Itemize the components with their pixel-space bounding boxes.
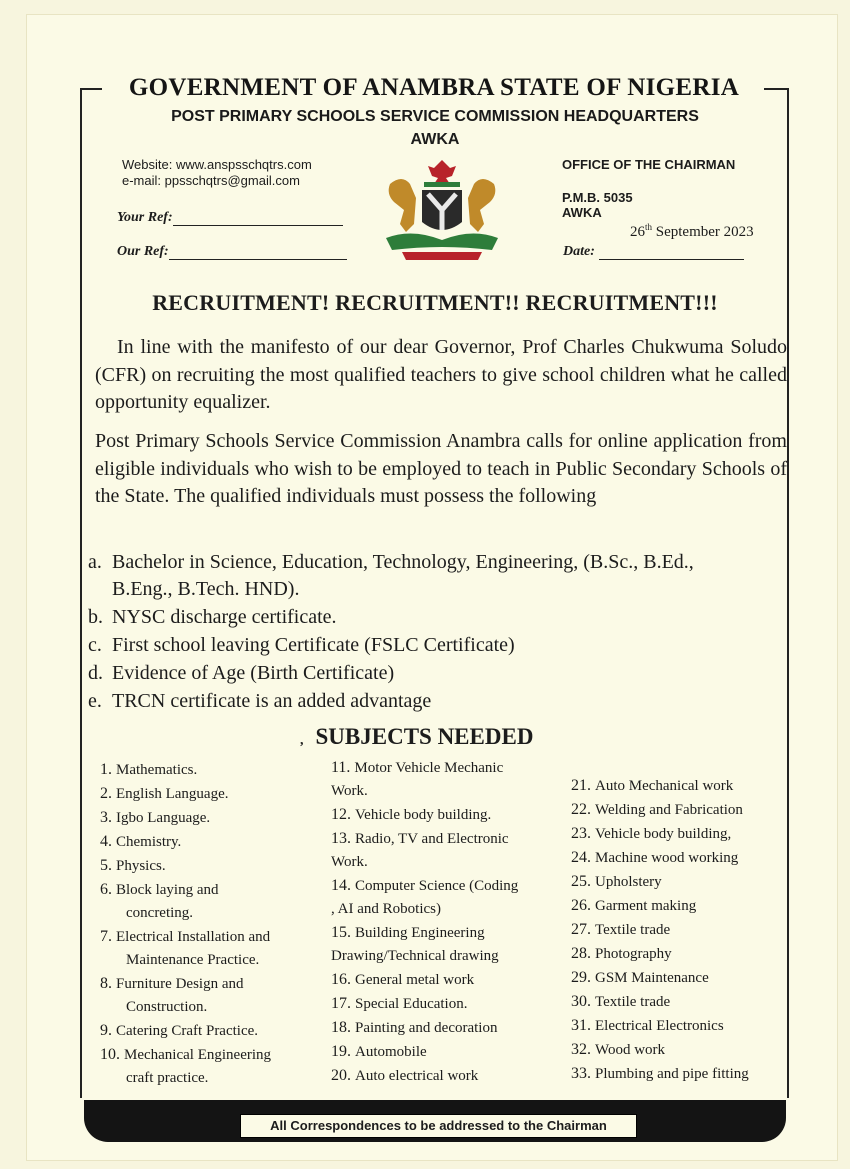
- subject-item: 1. Mathematics.: [100, 761, 198, 778]
- subject-item: 14. Computer Science (Coding , AI and Robotics): [331, 877, 519, 917]
- requirement-item: a. Bachelor in Science, Education, Technology, Engineering, (B.Sc., B.Ed., B.Eng., B.Tech. HND).: [88, 551, 694, 600]
- requirement-item: d. Evidence of Age (Birth Certificate): [88, 662, 395, 684]
- subject-item: 30. Textile trade: [571, 993, 671, 1010]
- subject-item: 4. Chemistry.: [100, 833, 182, 850]
- subject-item: 12. Vehicle body building.: [331, 806, 492, 823]
- office-label: OFFICE OF THE CHAIRMAN: [562, 157, 736, 172]
- call-paragraph: Post Primary Schools Service Commission Anambra calls for online application from eligible individuals who wish to be employed to teach in Public Secondary Schools of the State. The qualified individuals must possess the following: [95, 430, 787, 507]
- subject-item: 5. Physics.: [100, 857, 166, 874]
- subject-item: 27. Textile trade: [571, 921, 671, 938]
- pmb-city: AWKA: [562, 205, 602, 220]
- letter-date: 26th September 2023: [630, 222, 754, 240]
- subject-item: 28. Photography: [571, 945, 672, 962]
- subject-item: 22. Welding and Fabrication: [571, 801, 743, 818]
- our-ref-field: [117, 244, 347, 260]
- subject-item: 26. Garment making: [571, 897, 697, 914]
- website-text: Website: www.anspsschqtrs.com: [122, 157, 312, 172]
- date-field: [563, 244, 744, 260]
- subject-item: 16. General metal work: [331, 971, 475, 988]
- subject-item: 19. Automobile: [331, 1043, 427, 1060]
- our-ref-label: Our Ref:: [117, 244, 169, 259]
- letterhead-city: AWKA: [410, 131, 460, 148]
- subject-item: 21. Auto Mechanical work: [571, 777, 734, 794]
- requirement-item: c. First school leaving Certificate (FSLC Certificate): [88, 634, 515, 656]
- subject-item: 32. Wood work: [571, 1041, 666, 1058]
- letterhead-subtitle: POST PRIMARY SCHOOLS SERVICE COMMISSION HEADQUARTERS: [171, 108, 699, 125]
- our-ref-line: [169, 246, 347, 260]
- subject-item: 24. Machine wood working: [571, 849, 739, 866]
- subject-item: 10. Mechanical Engineering craft practice.: [100, 1046, 272, 1086]
- subject-item: 13. Radio, TV and Electronic Work.: [331, 830, 509, 870]
- subjects-column-1: [100, 758, 315, 1090]
- letterhead-title: GOVERNMENT OF ANAMBRA STATE OF NIGERIA: [128, 74, 740, 101]
- subjects-column-3: [571, 774, 786, 1086]
- subject-item: 25. Upholstery: [571, 873, 662, 890]
- subject-item: 29. GSM Maintenance: [571, 969, 709, 986]
- your-ref-field: [117, 210, 343, 226]
- subjects-column-2: [331, 756, 561, 1088]
- subjects-heading: , SUBJECTS NEEDED: [300, 724, 534, 749]
- date-label: Date:: [563, 244, 595, 259]
- recruitment-headline: RECRUITMENT! RECRUITMENT!! RECRUITMENT!!!: [152, 290, 718, 315]
- header-rule-right: [764, 88, 788, 90]
- subject-item: 3. Igbo Language.: [100, 809, 211, 826]
- intro-paragraph: In line with the manifesto of our dear Governor, Prof Charles Chukwuma Soludo (CFR) on recruiting the most qualified teachers to give school children what he called opportunity equalizer.: [95, 336, 787, 413]
- subject-item: 2. English Language.: [100, 785, 229, 802]
- frame-right-border: [787, 88, 789, 1098]
- subject-item: 17. Special Education.: [331, 995, 468, 1012]
- subject-item: 18. Painting and decoration: [331, 1019, 498, 1036]
- subject-item: 8. Furniture Design and Construction.: [100, 975, 244, 1015]
- subject-item: 33. Plumbing and pipe fitting: [571, 1065, 749, 1082]
- your-ref-label: Your Ref:: [117, 210, 173, 225]
- subject-item: 31. Electrical Electronics: [571, 1017, 724, 1034]
- subject-item: 11. Motor Vehicle Mechanic Work.: [331, 759, 504, 799]
- subject-item: 23. Vehicle body building,: [571, 825, 732, 842]
- subject-item: 6. Block laying and concreting.: [100, 881, 219, 921]
- email-text: e-mail: ppsschqtrs@gmail.com: [122, 173, 300, 188]
- subject-item: 20. Auto electrical work: [331, 1067, 479, 1084]
- pmb-text: P.M.B. 5035: [562, 190, 633, 205]
- coat-of-arms-icon: [372, 154, 512, 264]
- requirement-item: e. TRCN certificate is an added advantage: [88, 690, 432, 712]
- requirement-item: b. NYSC discharge certificate.: [88, 606, 337, 628]
- footer-note: All Correspondences to be addressed to the Chairman: [240, 1114, 637, 1138]
- header-rule-left: [80, 88, 102, 90]
- subject-item: 9. Catering Craft Practice.: [100, 1022, 259, 1039]
- subject-item: 7. Electrical Installation and Maintenance Practice.: [100, 928, 271, 968]
- frame-left-border: [80, 88, 82, 1098]
- date-line: [599, 246, 744, 260]
- subject-item: 15. Building Engineering Drawing/Technical drawing: [331, 924, 499, 964]
- your-ref-line: [173, 212, 343, 226]
